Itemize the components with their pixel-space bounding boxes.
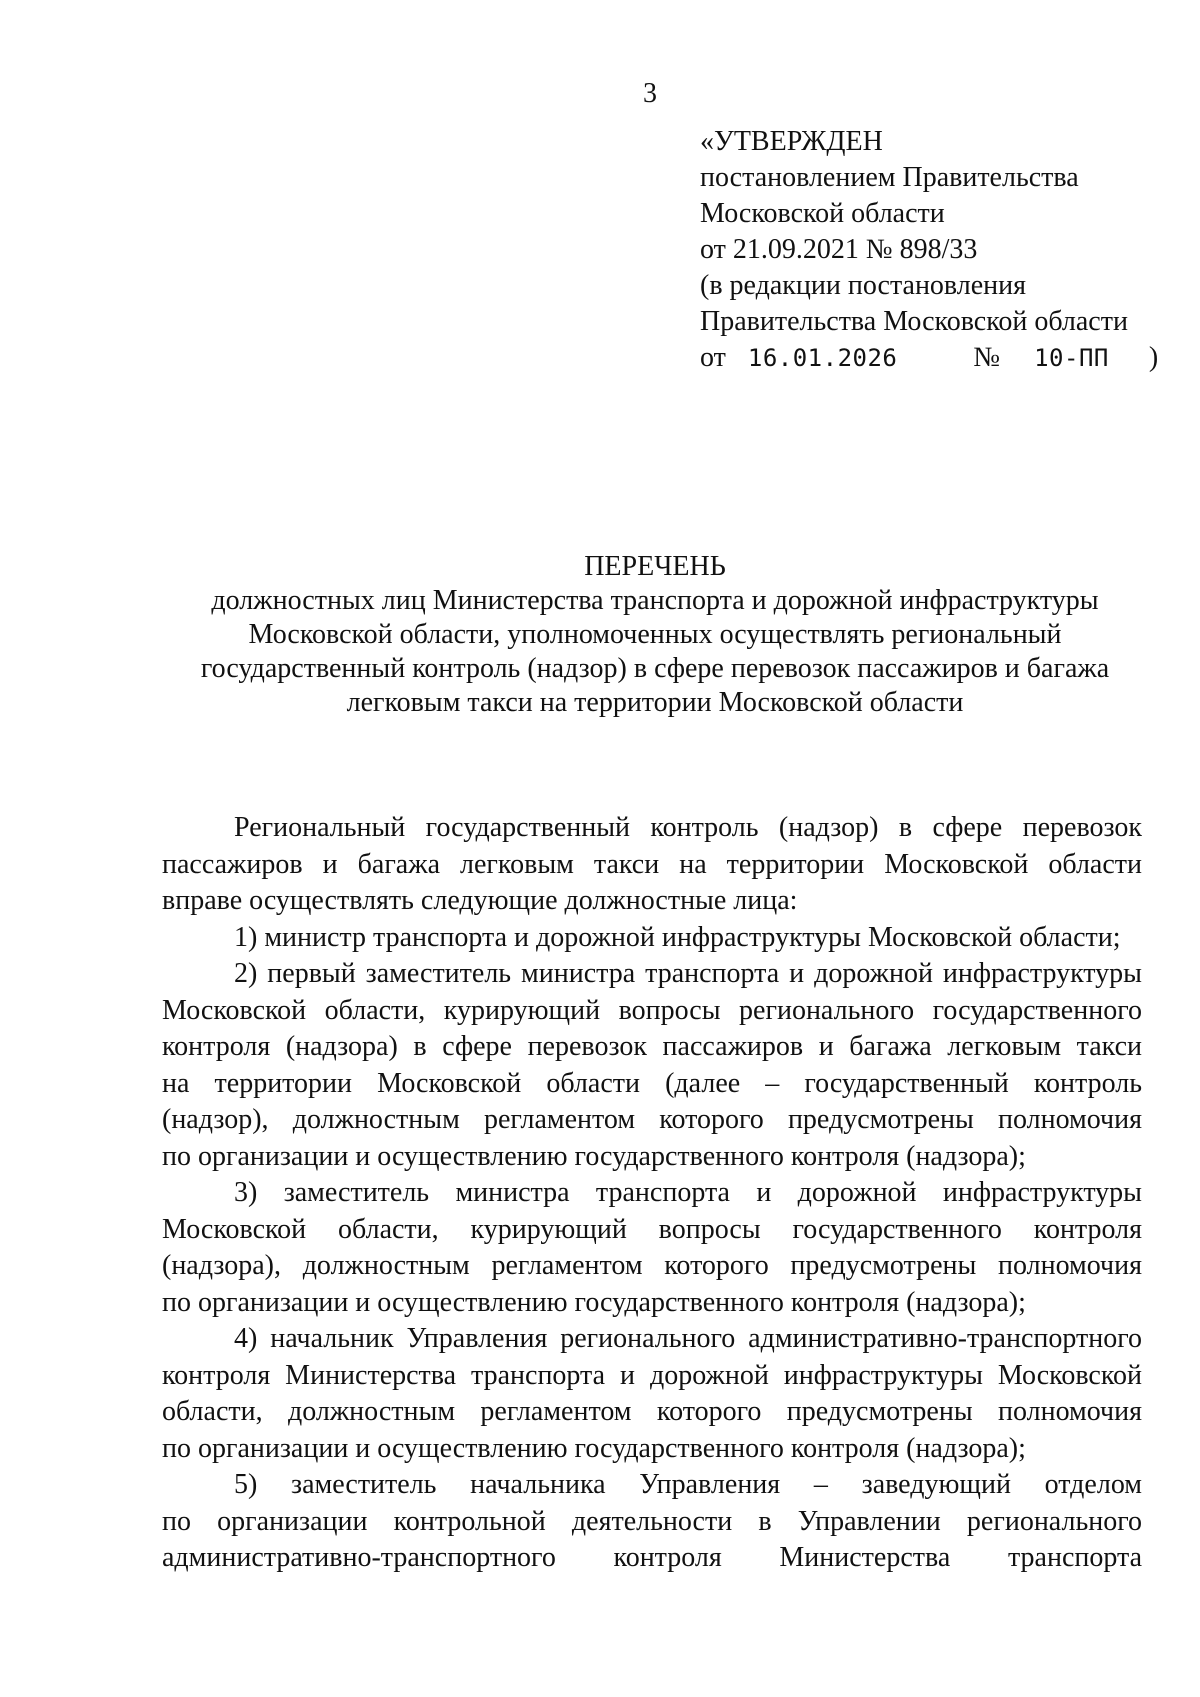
- approval-stamp-block: [700, 124, 1158, 380]
- intro-paragraph: [162, 810, 1142, 920]
- text-line: (надзор), должностным регламентом которого предусмотрены полномочия: [162, 1104, 1142, 1135]
- title-line: Московской области, уполномоченных осуществлять региональный: [248, 619, 1062, 650]
- title-line: легковым такси на территории Московской области: [346, 687, 964, 718]
- text-line: Региональный государственный контроль (надзор) в сфере перевозок: [234, 812, 1142, 843]
- approval-line: Правительства Московской области: [700, 306, 1128, 337]
- list-item-1: [162, 920, 1142, 957]
- text-line: 4) начальник Управления регионального административно-транспортного: [234, 1323, 1142, 1354]
- text-line: области, должностным регламентом которого предусмотрены полномочия: [162, 1396, 1142, 1427]
- text-line: административно-транспортного контроля Министерства транспорта: [162, 1542, 1142, 1573]
- document-title: [160, 550, 1150, 720]
- stamp-number-sign: №: [973, 342, 1001, 373]
- text-line: по организации контрольной деятельности в Управлении регионального: [162, 1505, 1142, 1537]
- text-line: 3) заместитель министра транспорта и дорожной инфраструктуры: [234, 1177, 1142, 1208]
- title-line: должностных лиц Министерства транспорта и дорожной инфраструктуры: [211, 585, 1099, 616]
- approval-line: (в редакции постановления: [700, 270, 1027, 301]
- text-line: пассажиров и багажа легковым такси на территории Московской области: [162, 848, 1142, 880]
- text-line: Московской области, курирующий вопросы регионального государственного: [162, 994, 1142, 1026]
- text-line: по организации и осуществлению государственного контроля (надзора);: [162, 1432, 1026, 1464]
- stamp-close-paren: ): [1148, 342, 1159, 373]
- text-line: на территории Московской области (далее – государственный контроль: [162, 1067, 1142, 1099]
- list-item-2: [162, 956, 1142, 1175]
- text-line: 5) заместитель начальника Управления – заведующий отделом: [234, 1469, 1142, 1500]
- list-item-5: [162, 1467, 1142, 1577]
- text-line: контроля (надзора) в сфере перевозок пассажиров и багажа легковым такси: [162, 1031, 1142, 1062]
- text-line: Московской области, курирующий вопросы государственного контроля: [162, 1213, 1142, 1245]
- list-item-4: [162, 1321, 1142, 1467]
- text-line: 2) первый заместитель министра транспорта и дорожной инфраструктуры: [234, 958, 1142, 989]
- amendment-stamp-line: [700, 340, 1158, 380]
- text-line: по организации и осуществлению государственного контроля (надзора);: [162, 1286, 1026, 1318]
- stamp-number: 10-ПП: [1034, 344, 1109, 372]
- approval-line: от 21.09.2021 № 898/33: [700, 234, 978, 265]
- text-line: контроля Министерства транспорта и дорожной инфраструктуры Московской: [162, 1359, 1142, 1391]
- document-body: [162, 810, 1142, 1577]
- text-line: вправе осуществлять следующие должностные лица:: [162, 885, 798, 916]
- approval-line: постановлением Правительства: [700, 162, 1079, 193]
- text-line: 1) министр транспорта и дорожной инфраструктуры Московской области;: [234, 921, 1121, 953]
- text-line: по организации и осуществлению государственного контроля (надзора);: [162, 1140, 1026, 1172]
- page-number: 3: [643, 78, 657, 109]
- stamp-date: 16.01.2026: [747, 344, 898, 372]
- text-line: (надзора), должностным регламентом которого предусмотрены полномочия: [162, 1250, 1142, 1281]
- list-item-3: [162, 1175, 1142, 1321]
- approval-line: Московской области: [700, 198, 945, 229]
- approval-line: «УТВЕРЖДЕН: [700, 126, 883, 157]
- stamp-prefix: от: [700, 342, 726, 373]
- title-heading: ПЕРЕЧЕНЬ: [584, 551, 726, 582]
- title-line: государственный контроль (надзор) в сфере перевозок пассажиров и багажа: [200, 653, 1110, 684]
